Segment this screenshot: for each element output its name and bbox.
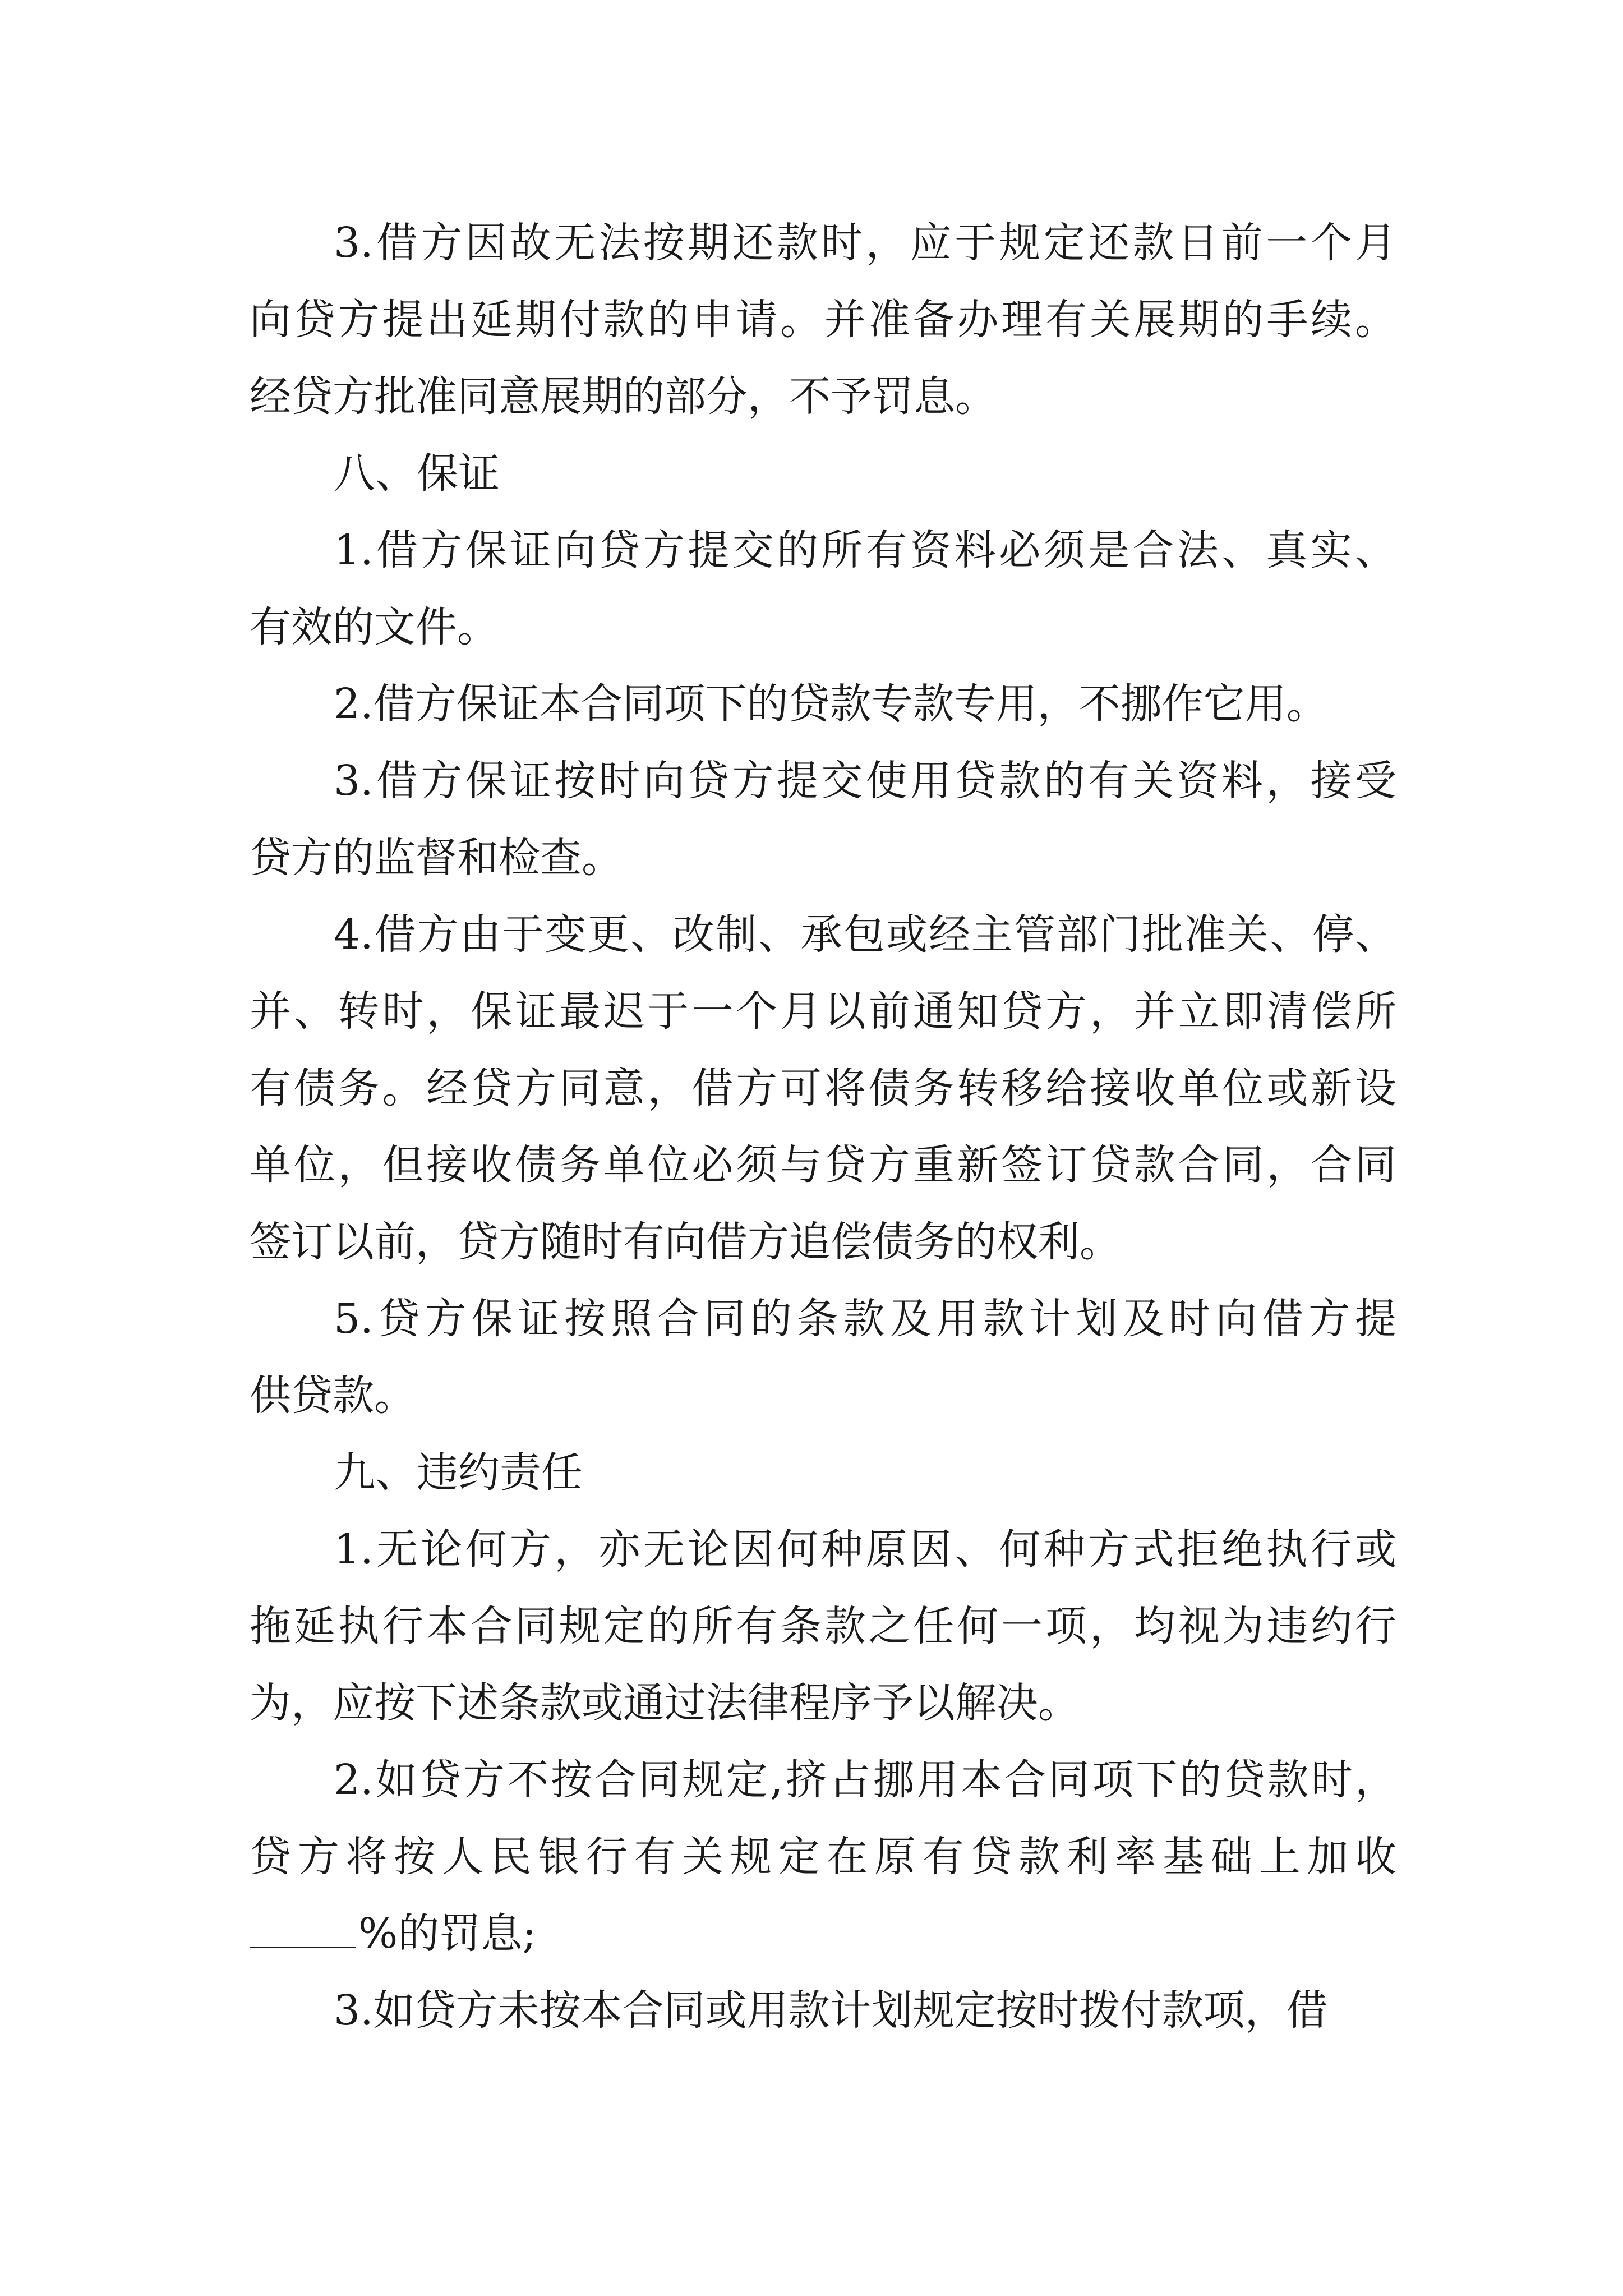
- paragraph-line: 4.借方由于变更、改制、承包或经主管部门批准关、停、: [334, 910, 1396, 959]
- paragraph-line: [250, 1895, 1396, 1972]
- paragraph-line: 2.如贷方不按合同规定,挤占挪用本合同项下的贷款时，: [334, 1756, 1396, 1804]
- section-heading: 八、保证: [334, 449, 500, 498]
- section-heading: 九、违约责任: [334, 1448, 583, 1497]
- paragraph-line: 拖延执行本合同规定的所有条款之任何一项，均视为违约行: [250, 1602, 1396, 1650]
- paragraph-line: 供贷款。: [250, 1372, 416, 1420]
- paragraph-line: 签订以前，贷方随时有向借方追偿债务的权利。: [250, 1218, 1121, 1266]
- paragraph-line: 3.借方因故无法按期还款时，应于规定还款日前一个月: [334, 219, 1396, 267]
- paragraph-line: 并、转时，保证最迟于一个月以前通知贷方，并立即清偿所: [250, 987, 1396, 1036]
- paragraph-line: 3.如贷方未按本合同或用款计划规定按时拨付款项，借: [334, 1986, 1328, 2035]
- paragraph-line: 1.借方保证向贷方提交的所有资料必须是合法、真实、: [334, 526, 1396, 574]
- paragraph-line: 贷方将按人民银行有关规定在原有贷款利率基础上加收: [250, 1833, 1396, 1881]
- contract-text: [250, 205, 1396, 2049]
- paragraph-line: 有效的文件。: [250, 603, 499, 651]
- paragraph-line: 1.无论何方，亦无论因何种原因、何种方式拒绝执行或: [334, 1525, 1396, 1573]
- fill-in-blank[interactable]: [250, 1905, 356, 1948]
- paragraph-line: 为，应按下述条款或通过法律程序予以解决。: [250, 1679, 1080, 1727]
- paragraph-line: 2.借方保证本合同项下的贷款专款专用，不挪作它用。: [334, 680, 1328, 728]
- paragraph-line: 经贷方批准同意展期的部分，不予罚息。: [250, 372, 997, 421]
- paragraph-line: 向贷方提出延期付款的申请。并准备办理有关展期的手续。: [250, 296, 1396, 344]
- paragraph-line: 单位，但接收债务单位必须与贷方重新签订贷款合同，合同: [250, 1141, 1396, 1189]
- paragraph-line: 5.贷方保证按照合同的条款及用款计划及时向借方提: [334, 1295, 1396, 1343]
- paragraph-line: 3.借方保证按时向贷方提交使用贷款的有关资料，接受: [334, 757, 1396, 805]
- paragraph-line: 贷方的监督和检查。: [250, 834, 623, 882]
- paragraph-line: 有债务。经贷方同意，借方可将债务转移给接收单位或新设: [250, 1064, 1396, 1112]
- line-text: %的罚息;: [358, 1910, 537, 1958]
